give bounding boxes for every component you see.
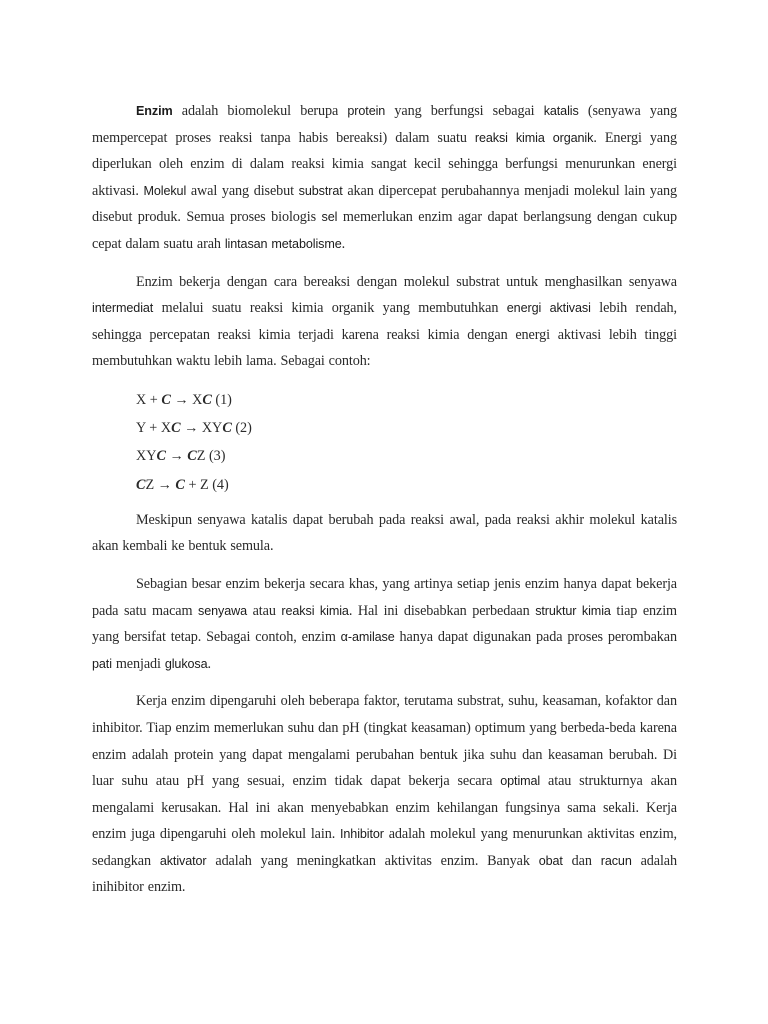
eq-catalyst: C	[175, 476, 185, 493]
term-sel: sel	[321, 210, 338, 225]
term-alpha-amilase: α-amilase	[340, 630, 395, 645]
text: . Energi yang diperlukan oleh enzim di dalam reaksi kimia sangat kecil sehingga berfungsi menurunkan energi aktivasi.	[92, 129, 677, 199]
term-molekul: Molekul	[143, 183, 187, 198]
text: tiap enzim yang bersifat tetap. Sebagai contoh, enzim	[92, 602, 677, 646]
text: .	[207, 655, 211, 672]
text: hanya dapat digunakan pada proses perombakan	[394, 629, 677, 646]
eq-catalyst: C	[161, 391, 171, 408]
eq-text: XY	[136, 448, 157, 465]
text: Meskipun senyawa katalis dapat berubah pada reaksi awal, pada reaksi akhir molekul katalis akan kembali ke bentuk semula.	[92, 511, 677, 555]
text: Kerja enzim dipengaruhi oleh beberapa faktor, terutama substrat, suhu, keasaman, kofaktor dan inhibitor. Tiap enzim memerlukan suhu dan pH (tingkat keasaman) optimum yang berbeda-beda karena enzim adalah protein yang dapat mengalami perubahan bentuk jika suhu dan keasaman berubah. Di luar suhu atau pH yang sesuai, enzim tidak dapat bekerja secara	[92, 693, 677, 790]
term-struktur-kimia: struktur kimia	[535, 603, 611, 618]
text: (senyawa yang mempercepat proses reaksi tanpa habis bereaksi) dalam suatu	[92, 103, 678, 146]
text: atau strukturnya akan mengalami kerusakan. Hal ini akan menyebabkan enzim kehilangan fungsinya sama sekali. Kerja enzim juga dipengaruhi oleh molekul lain.	[92, 773, 677, 843]
eq-number: (4)	[208, 476, 229, 493]
term-pati: pati	[92, 656, 112, 671]
eq-text: X +	[136, 391, 162, 408]
eq-text: Y + X	[136, 420, 172, 437]
term-glukosa: glukosa	[164, 656, 208, 671]
equation-2	[92, 414, 677, 442]
eq-catalyst: C	[171, 420, 181, 437]
paragraph-enzim-specificity	[92, 571, 677, 677]
eq-catalyst: C	[136, 476, 146, 493]
equation-3	[92, 442, 677, 470]
eq-text: → X	[170, 391, 203, 408]
eq-text: + Z	[184, 476, 209, 493]
term-reaksi-kimia-organik: reaksi kimia organik	[474, 130, 594, 145]
paragraph-enzim-mechanism	[92, 269, 677, 375]
text: dan	[562, 852, 601, 869]
text: adalah inihibitor enzim.	[92, 852, 677, 896]
text: .	[341, 235, 346, 252]
paragraph-catalyst-return	[92, 507, 677, 560]
text: akan dipercepat perubahannya menjadi molekul lain yang disebut produk. Semua proses biologis	[92, 182, 678, 226]
paragraph-enzim-factors	[92, 688, 677, 901]
eq-catalyst: C	[202, 391, 212, 408]
term-lintasan-metabolisme: lintasan metabolisme	[224, 236, 342, 251]
text: adalah yang meningkatkan aktivitas enzim. Banyak	[206, 852, 539, 869]
text: . Hal ini disebabkan perbedaan	[348, 602, 536, 619]
eq-number: (3)	[205, 448, 226, 465]
eq-text: → XY	[180, 420, 223, 437]
paragraph-enzim-definition	[92, 98, 677, 258]
text: adalah biomolekul berupa	[172, 103, 348, 119]
document-page	[92, 98, 677, 912]
eq-catalyst: C	[187, 448, 197, 465]
term-energi-aktivasi: energi aktivasi	[506, 301, 591, 316]
text: Enzim bekerja dengan cara bereaksi dengan molekul substrat untuk menghasilkan senyawa	[136, 273, 677, 290]
term-racun: racun	[600, 853, 632, 868]
equation-4	[92, 471, 677, 499]
reaction-equations	[92, 386, 677, 499]
term-protein: protein	[347, 104, 386, 118]
text: melalui suatu reaksi kimia organik yang membutuhkan	[153, 300, 507, 317]
text: menjadi	[111, 655, 165, 672]
term-aktivator: aktivator	[159, 853, 207, 868]
text: atau	[247, 602, 282, 619]
text: lebih rendah, sehingga percepatan reaksi kimia terjadi karena reaksi kimia dengan energi aktivasi lebih tinggi membutuhkan waktu lebih lama. Sebagai contoh:	[92, 300, 677, 370]
term-senyawa: senyawa	[198, 603, 248, 618]
term-optimal: optimal	[500, 774, 541, 789]
text: memerlukan enzim agar dapat berlangsung dengan cukup cepat dalam suatu arah	[92, 209, 677, 252]
eq-text: Z →	[145, 476, 176, 493]
eq-number: (2)	[231, 420, 252, 437]
term-reaksi-kimia: reaksi kimia	[281, 603, 349, 618]
term-inhibitor: Inhibitor	[340, 827, 384, 842]
eq-text: →	[165, 448, 188, 465]
term-intermediat: intermediat	[92, 301, 154, 316]
eq-catalyst: C	[222, 420, 232, 437]
eq-number: (1)	[211, 391, 232, 408]
term-substrat: substrat	[298, 183, 343, 198]
text: yang berfungsi sebagai	[385, 103, 544, 119]
term-katalis: katalis	[543, 104, 579, 118]
eq-catalyst: C	[156, 448, 166, 465]
equation-1	[92, 386, 677, 414]
text: adalah molekul yang menurunkan aktivitas enzim, sedangkan	[92, 826, 677, 869]
text: awal yang disebut	[186, 182, 299, 199]
term-enzim: Enzim	[136, 104, 173, 118]
text: Sebagian besar enzim bekerja secara khas, yang artinya setiap jenis enzim hanya dapat bekerja pada satu macam	[92, 575, 677, 619]
eq-text: Z	[196, 448, 206, 465]
term-obat: obat	[538, 853, 563, 868]
